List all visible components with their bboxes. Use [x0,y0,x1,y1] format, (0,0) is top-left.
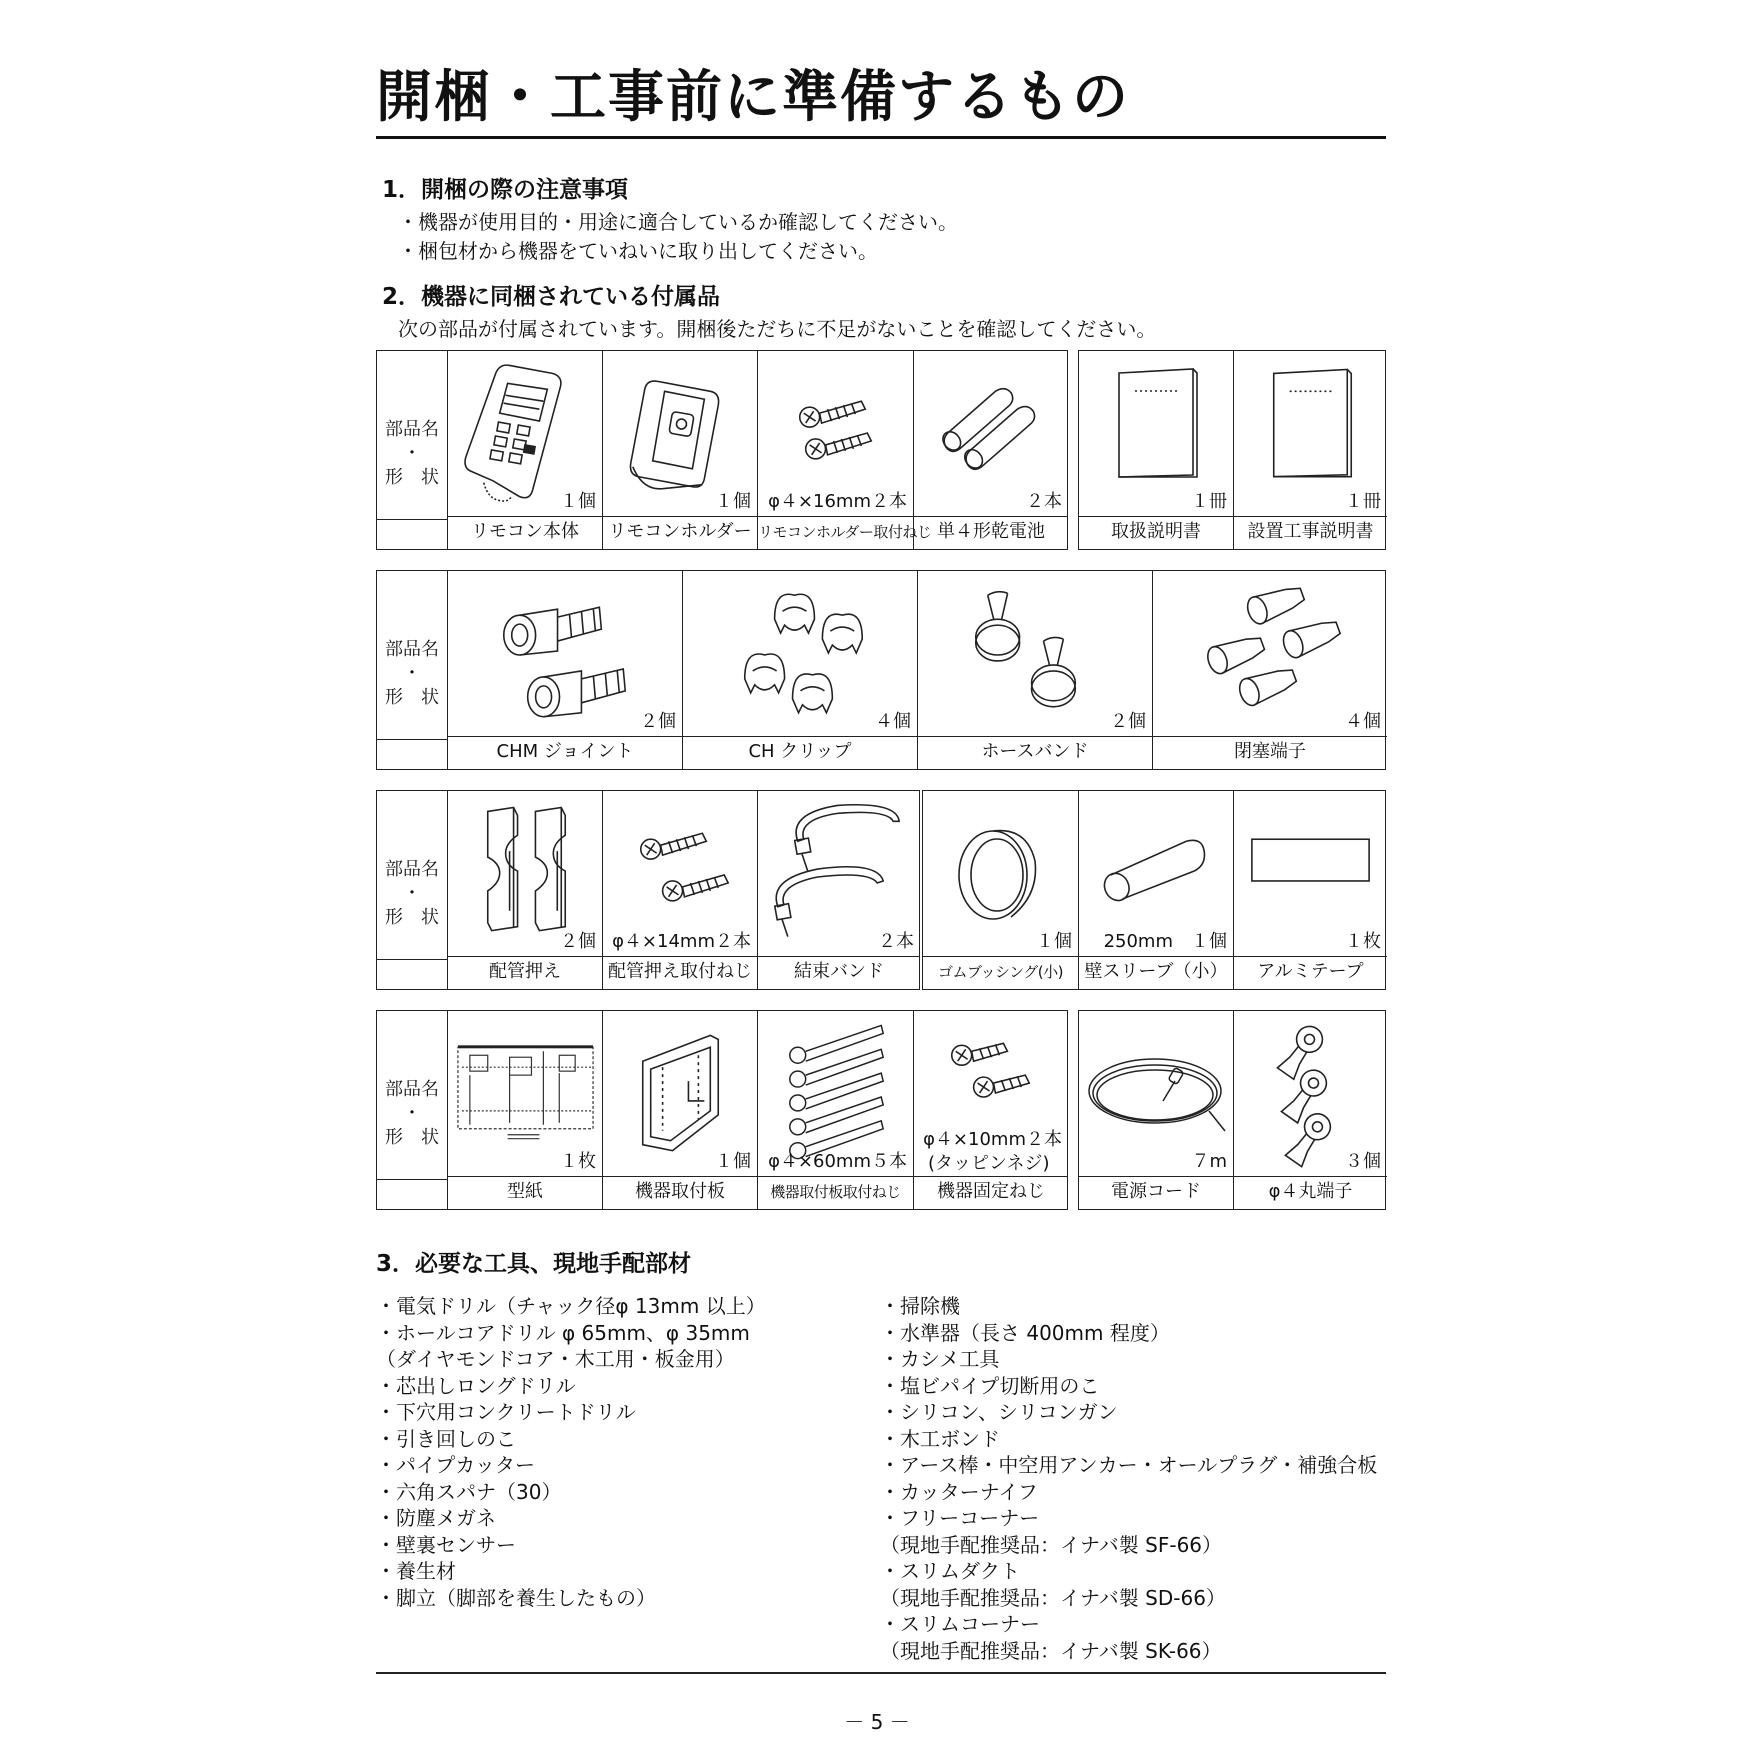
part-cell-manual [1079,351,1233,549]
section-1-line-2: ・梱包材から機器をていねいに取り出してください。 [398,239,878,263]
label-spacer [377,959,447,990]
part-qty: φ４×16mm２本 [768,491,907,512]
label-dot: ・ [403,1103,421,1124]
part-cell-pipe-clamp [447,791,602,989]
part-qty: φ４×60mm５本 [768,1151,907,1172]
tool-item: ・掃除機 [880,1294,960,1318]
part-qty: １冊 [1191,491,1227,512]
bottom-rule [376,1672,1386,1674]
part-name: 閉塞端子 [1153,736,1387,769]
label-part-name: 部品名 [385,859,439,880]
part-name: リモコン本体 [448,516,602,549]
part-qty: 250mm １個 [1103,931,1227,952]
label-shape: 形 状 [385,1127,439,1148]
part-qty: φ４×10mm２本 [923,1129,1062,1150]
part-name: 配管押え取付ねじ [603,956,757,989]
part-name: ホースバンド [918,736,1152,769]
section-2-intro: 次の部品が付属されています。開梱後ただちに不足がないことを確認してください。 [398,317,1157,341]
part-qty: １個 [715,491,751,512]
part-cell-ch-clip [682,571,917,769]
part-cell-batteries [913,351,1068,549]
parts-table-4 [376,1010,1386,1210]
part-cell-rubber-bushing [923,791,1078,989]
tool-item: ・ホールコアドリル φ 65mm、φ 35mm [376,1320,750,1345]
tool-item: （ダイヤモンドコア・木工用・板金用） [376,1347,735,1371]
part-qty: １個 [715,1151,751,1172]
part-cell-ring-terminal [1233,1011,1387,1209]
part-cell-holder-screws [757,351,932,549]
part-name: リモコンホルダー取付ねじ [758,516,913,549]
tool-item: ・フリーコーナー [880,1506,1040,1530]
parts-group [1078,1010,1386,1210]
label-part-name: 部品名 [385,1079,439,1100]
tools-list-right [880,1293,1377,1664]
parts-group [376,1010,1068,1210]
tool-item: ・養生材 [376,1559,456,1583]
tools-list-left [376,1293,766,1611]
part-qty: ２個 [1110,711,1146,732]
part-name: 設置工事説明書 [1234,516,1387,549]
label-spacer [377,1179,447,1210]
part-label-cell [377,1011,447,1209]
label-part-name: 部品名 [385,419,439,440]
tool-item: ・アース棒・中空用アンカー・オールプラグ・補強合板 [880,1453,1378,1477]
tool-item: ・芯出しロングドリル [376,1373,576,1398]
tool-item: ・水準器（長さ 400mm 程度） [880,1320,1170,1345]
tool-item: ・塩ビパイプ切断用のこ [880,1373,1100,1398]
tool-item: ・パイプカッター [376,1453,535,1477]
part-name: 型紙 [448,1176,602,1209]
part-cell-wall-sleeve [1078,791,1233,989]
part-cell-install-manual [1233,351,1387,549]
part-qty: １個 [1036,931,1072,952]
label-shape: 形 状 [385,467,439,488]
part-name: CH クリップ [683,736,917,769]
part-name: 機器固定ねじ [914,1176,1068,1209]
part-cell-remote [447,351,602,549]
parts-group [1078,350,1386,550]
part-cell-power-cord [1079,1011,1233,1209]
parts-table-1 [376,350,1386,550]
part-qty: ２本 [878,931,914,952]
tool-item: （現地手配推奨品：イナバ製 SF-66） [880,1532,1223,1557]
tool-item: ・六角スパナ（30） [376,1479,562,1504]
part-name: 機器取付板 [603,1176,757,1209]
part-qty: ２個 [560,931,596,952]
part-cell-mounting-plate [602,1011,757,1209]
part-name: リモコンホルダー [603,516,757,549]
tool-item: （現地手配推奨品：イナバ製 SK-66） [880,1638,1222,1663]
title-rule [376,136,1386,139]
parts-group [376,790,920,990]
tool-item: ・引き回しのこ [376,1426,516,1451]
part-cell-template [447,1011,602,1209]
tool-item: ・防塵メガネ [376,1506,496,1530]
part-qty: ４個 [1345,711,1381,732]
part-cell-hose-band [917,571,1152,769]
parts-group [376,570,1386,770]
tool-item: ・スリムコーナー [880,1612,1040,1636]
part-cell-chm-joint [447,571,682,769]
part-cell-aluminum-tape [1233,791,1387,989]
tool-item: ・スリムダクト [880,1559,1020,1583]
part-name: アルミテープ [1234,956,1387,989]
parts-group [376,350,1068,550]
part-label-cell [377,351,447,549]
part-cell-cable-tie [757,791,920,989]
section-1-heading: 1．開梱の際の注意事項 [382,177,629,203]
label-dot: ・ [403,443,421,464]
part-cell-long-screws [757,1011,913,1209]
label-dot: ・ [403,883,421,904]
part-qty: φ４×14mm２本 [612,931,751,952]
part-name: ゴムブッシング(小) [923,956,1078,989]
tool-item: ・壁裏センサー [376,1532,516,1557]
part-qty: ２本 [1026,491,1062,512]
section-3-heading: 3．必要な工具、現地手配部材 [376,1251,692,1277]
part-name: CHM ジョイント [448,736,682,769]
tool-item: ・木工ボンド [880,1426,1000,1451]
tool-item: ・シリコン、シリコンガン [880,1400,1118,1424]
tool-item: （現地手配推奨品：イナバ製 SD-66） [880,1585,1226,1610]
page-title: 開梱・工事前に準備するもの [376,65,1130,130]
part-name: 配管押え [448,956,602,989]
part-cell-closed-terminal [1152,571,1387,769]
part-cell-clamp-screws [602,791,757,989]
part-qty: １枚 [1345,931,1381,952]
part-qty: ３個 [1345,1151,1381,1172]
part-name: 単４形乾電池 [914,516,1068,549]
label-part-name: 部品名 [385,639,439,660]
part-qty: ４個 [875,711,911,732]
part-name: φ４丸端子 [1234,1176,1387,1209]
part-label-cell [377,791,447,989]
part-qty: １冊 [1345,491,1381,512]
label-dot: ・ [403,663,421,684]
parts-group [922,790,1386,990]
part-name: 取扱説明書 [1079,516,1233,549]
part-name: 結束バンド [758,956,920,989]
parts-table-3 [376,790,1386,990]
part-name: 壁スリーブ（小） [1079,956,1233,989]
label-shape: 形 状 [385,907,439,928]
part-label-cell [377,571,447,769]
part-qty: ２個 [640,711,676,732]
part-name: 電源コード [1079,1176,1233,1209]
part-qty: １枚 [560,1151,596,1172]
part-qty-note: (タッピンネジ) [928,1153,1050,1174]
section-2-heading: 2．機器に同梱されている付属品 [382,284,721,310]
label-spacer [377,519,447,550]
part-cell-remote-holder [602,351,757,549]
part-qty: １個 [560,491,596,512]
label-spacer [377,739,447,770]
page-number: － 5 － [844,1710,910,1734]
part-qty: ７m [1191,1151,1227,1172]
section-1-line-1: ・機器が使用目的・用途に適合しているか確認してください。 [398,210,958,234]
label-shape: 形 状 [385,687,439,708]
tool-item: ・下穴用コンクリートドリル [376,1400,636,1424]
tool-item: ・脚立（脚部を養生したもの） [376,1585,656,1610]
tool-item: ・カシメ工具 [880,1347,1000,1371]
tool-item: ・カッターナイフ [880,1479,1038,1504]
part-cell-fixing-screws [913,1011,1068,1209]
part-name: 機器取付板取付ねじ [758,1176,913,1209]
parts-table-2 [376,570,1386,770]
tool-item: ・電気ドリル（チャック径φ 13mm 以上） [376,1294,766,1318]
